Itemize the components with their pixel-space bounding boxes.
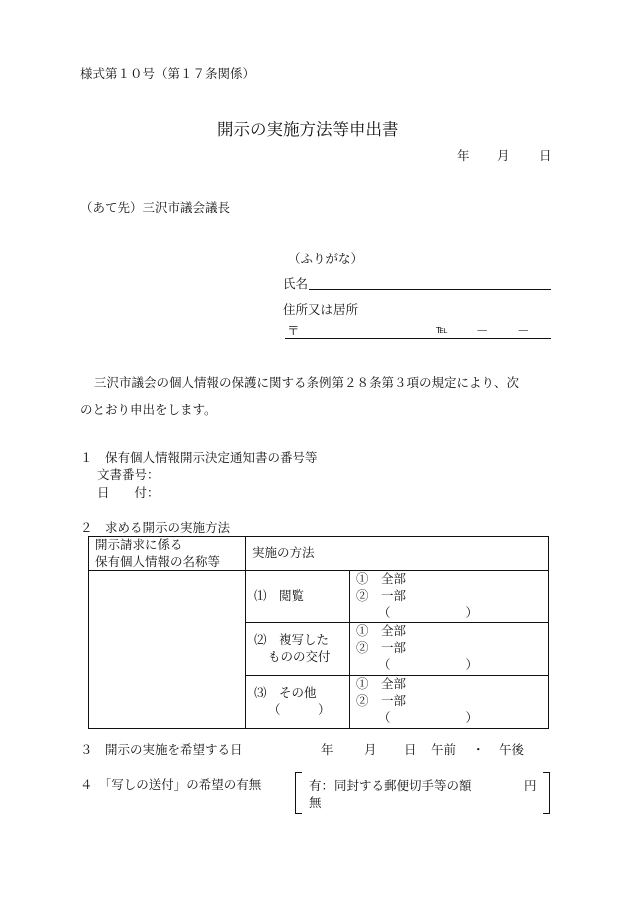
method-other-detail[interactable]: （ ）	[268, 701, 331, 717]
body-line-1: 三沢市議会の個人情報の保護に関する条例第２８条第３項の規定により、次	[94, 375, 520, 390]
send-copy-yes[interactable]: 有：同封する郵便切手等の額	[309, 778, 472, 793]
options-cell	[350, 622, 549, 675]
address-label: 住所又は居所	[283, 302, 359, 317]
method-cell	[246, 622, 350, 675]
method-label: ⑴ 閲覧	[254, 588, 305, 604]
method-label-line-2: ものの交付	[268, 648, 331, 664]
method-cell	[246, 675, 350, 728]
preferred-day: 日	[404, 742, 417, 757]
section-1-heading: １ 保有個人情報開示決定通知書の番号等	[80, 450, 318, 465]
option-part[interactable]: ② 一部	[356, 587, 407, 603]
table-header-row	[89, 537, 549, 571]
section-2-heading: ２ 求める開示の実施方法	[80, 520, 231, 535]
date-day: 日	[539, 148, 552, 163]
option-part[interactable]: ② 一部	[356, 693, 407, 709]
furigana-label: （ふりがな）	[288, 251, 364, 266]
header-info-name-line-1: 開示請求に係る	[95, 537, 183, 553]
option-part-detail[interactable]: （ ）	[378, 710, 479, 726]
table-row	[89, 571, 549, 623]
form-number: 様式第１０号（第１７条関係）	[80, 66, 256, 81]
preferred-month: 月	[364, 742, 377, 757]
preferred-am[interactable]: 午前	[431, 742, 457, 757]
doc-number-label: 文書番号：	[97, 467, 160, 482]
document-title: 開示の実施方法等申出書	[217, 120, 399, 139]
option-all[interactable]: ① 全部	[356, 571, 407, 586]
method-label: ⑵ 複写した	[254, 632, 330, 648]
method-cell	[246, 571, 350, 623]
preferred-year: 年	[321, 742, 334, 757]
tel-dash-1: －	[476, 323, 489, 338]
options-cell	[350, 675, 549, 728]
option-all[interactable]: ① 全部	[356, 623, 407, 639]
postal-mark: 〒	[287, 323, 300, 338]
tel-dash-2: －	[517, 323, 530, 338]
info-name-cell[interactable]	[89, 571, 246, 729]
option-all[interactable]: ① 全部	[356, 676, 407, 692]
header-method-label: 実施の方法	[252, 545, 315, 561]
address-field-line[interactable]	[285, 338, 551, 339]
preferred-separator: ・	[472, 742, 485, 757]
section-4-heading: ４ 「写しの送付」の希望の有無	[80, 777, 262, 792]
send-copy-no[interactable]: 無	[309, 795, 322, 810]
header-info-name	[89, 537, 246, 571]
option-part-detail[interactable]: （ ）	[378, 604, 479, 620]
section-3-heading: ３ 開示の実施を希望する日	[80, 742, 243, 757]
bracket-left	[295, 772, 302, 814]
body-line-2: のとおり申出をします。	[80, 402, 217, 417]
preferred-pm[interactable]: 午後	[499, 742, 525, 757]
options-cell	[350, 571, 549, 623]
name-label: 氏名	[283, 276, 309, 291]
date-year: 年	[457, 148, 470, 163]
date-month: 月	[497, 148, 510, 163]
bracket-right	[543, 772, 550, 814]
header-info-name-line-2: 保有個人情報の名称等	[95, 553, 221, 569]
disclosure-method-table	[88, 536, 549, 729]
addressee: （あて先）三沢市議会議長	[80, 200, 231, 215]
postage-yen: 円	[524, 778, 537, 793]
option-part-detail[interactable]: （ ）	[378, 657, 479, 673]
name-field-line[interactable]	[309, 289, 551, 290]
method-label: ⑶ その他	[254, 685, 317, 701]
notice-date-label: 日 付：	[97, 485, 160, 500]
header-method	[246, 537, 549, 571]
tel-mark: ℡	[436, 323, 448, 336]
option-part[interactable]: ② 一部	[356, 640, 407, 656]
